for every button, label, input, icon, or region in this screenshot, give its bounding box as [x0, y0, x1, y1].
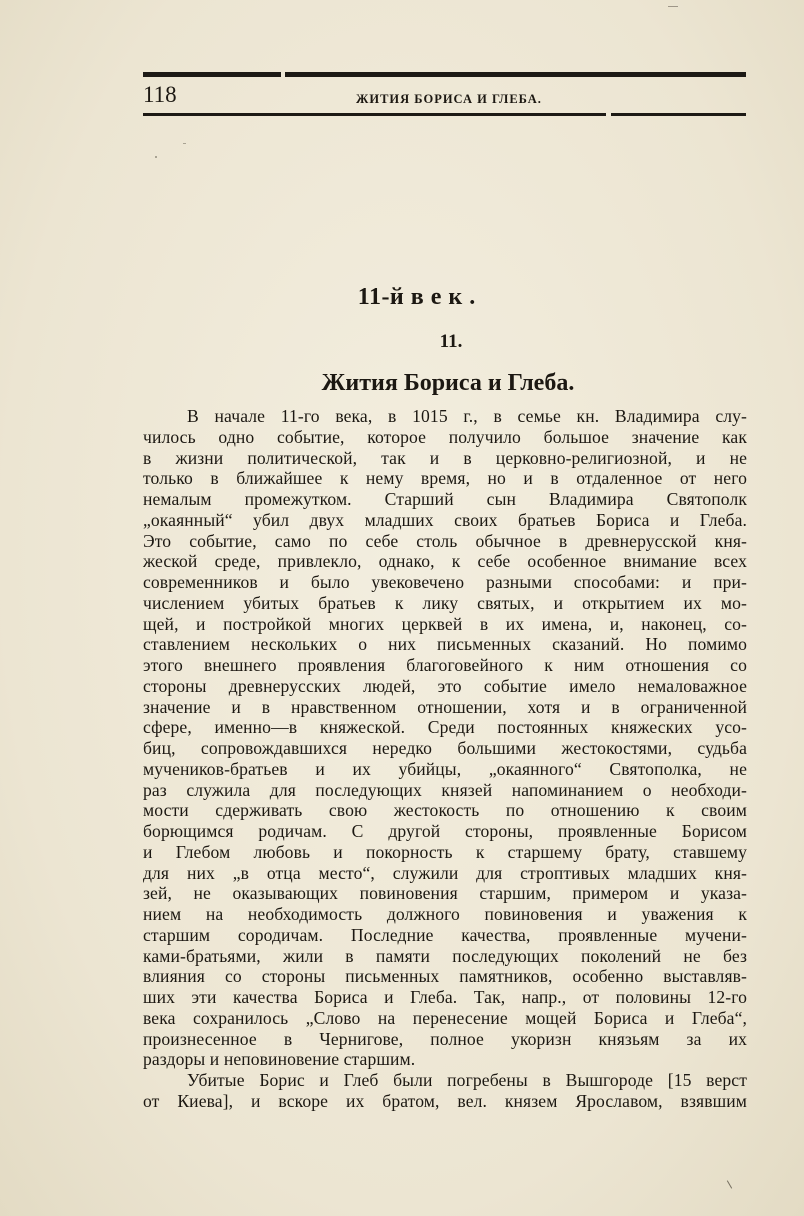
body-text	[143, 406, 747, 1112]
text-line: В начале 11-го века, в 1015 г., в семье кн. Владимира слу-	[187, 406, 747, 426]
text-line: от Киева], и вскоре их братом, вел. князем Ярославом, взявшим	[143, 1090, 747, 1111]
ink-speck	[183, 143, 186, 144]
text-line: в жизни политической, так и в церковно-религиозной, и не	[143, 447, 747, 468]
header-bottom-rule-gap	[606, 113, 611, 116]
text-line: мости сдерживать свою жестокость по отношению к своим	[143, 800, 747, 821]
text-line: числением убитых братьев к лику святых, и открытием их мо-	[143, 592, 747, 613]
text-line: современников и было увековечено разными способами: и при-	[143, 572, 747, 592]
header-top-rule-gap	[281, 72, 285, 77]
text-line: чилось одно событие, которое получило большое значение как	[143, 426, 747, 447]
text-line: стороны древнерусских людей, это событие имело немаловажное	[143, 675, 747, 696]
article-title: Жития Бориса и Глеба.	[321, 370, 575, 396]
text-line: жеской среде, привлекло, однако, к себе особенное внимание всех	[143, 551, 747, 572]
text-line: зей, не оказывающих повиновения старшим, примером и указа-	[143, 883, 747, 904]
text-line: ших эти качества Бориса и Глеба. Так, напр., от половины 12-го	[143, 987, 747, 1007]
century-word: век.	[410, 284, 483, 310]
text-line: сфере, именно—в княжеской. Среди постоянных княжеских усо-	[143, 717, 747, 738]
ink-speck	[155, 156, 157, 158]
header-top-rule	[143, 72, 746, 77]
text-line: только в ближайшее к нему время, но и в отдаленное от него	[143, 468, 747, 489]
text-line: щей, и постройкой многих церквей в их имена, и, наконец, со-	[143, 613, 747, 634]
text-line: века сохранилось „Слово на перенесение мощей Бориса и Глеба“,	[143, 1007, 747, 1028]
running-head: ЖИТИЯ БОРИСА И ГЛЕБА.	[356, 92, 542, 106]
ink-speck	[727, 1180, 732, 1188]
text-line: ками-братьями, жили в памяти последующих поколений не без	[143, 945, 747, 966]
page-number: 118	[143, 82, 177, 107]
text-line: Это событие, само по себе столь обычное в древнерусской кня-	[143, 530, 747, 551]
text-line: для них „в отца место“, служили для строптивых младших кня-	[143, 862, 747, 883]
text-line: борющимся родичам. С другой стороны, проявленные Борисом	[143, 821, 747, 841]
text-line: произнесенное в Чернигове, полное укоризн князьям за их	[143, 1028, 747, 1049]
text-line: мучеников-братьев и их убийцы, „окаянного“ Святополка, не	[143, 758, 747, 779]
century-heading	[0, 283, 804, 311]
section-number: 11.	[439, 331, 463, 352]
text-line: и Глебом любовь и покорность к старшему брату, ставшему	[143, 841, 747, 862]
text-line: старшим сородичам. Последние качества, проявленные мучени-	[143, 924, 747, 945]
text-line: Убитые Борис и Глеб были погребены в Вышгороде [15 верст	[187, 1070, 747, 1090]
text-line: раз служила для последующих князей напоминанием о необходи-	[143, 779, 747, 800]
text-line: биц, сопровождавшихся нередко большими жестокостями, судьба	[143, 738, 747, 758]
text-line: нием на необходимость должного повиновения и уважения к	[143, 904, 747, 924]
text-line: „окаянный“ убил двух младших своих братьев Бориса и Глеба.	[143, 509, 747, 530]
text-line: этого внешнего проявления благоговейного к ним отношения со	[143, 655, 747, 675]
header-bottom-rule	[143, 113, 746, 116]
text-line: значение и в нравственном отношении, хотя и в ограниченной	[143, 696, 747, 717]
text-line: немалым промежутком. Старший сын Владимира Святополк	[143, 489, 747, 509]
text-line: ставлением нескольких о них письменных сказаний. Но помимо	[143, 634, 747, 655]
text-line: влияния со стороны письменных памятников, особенно выставляв-	[143, 966, 747, 987]
century-prefix: 11-й	[357, 284, 405, 310]
ink-speck	[668, 6, 678, 7]
text-line: раздоры и неповиновение старшим.	[143, 1049, 416, 1070]
